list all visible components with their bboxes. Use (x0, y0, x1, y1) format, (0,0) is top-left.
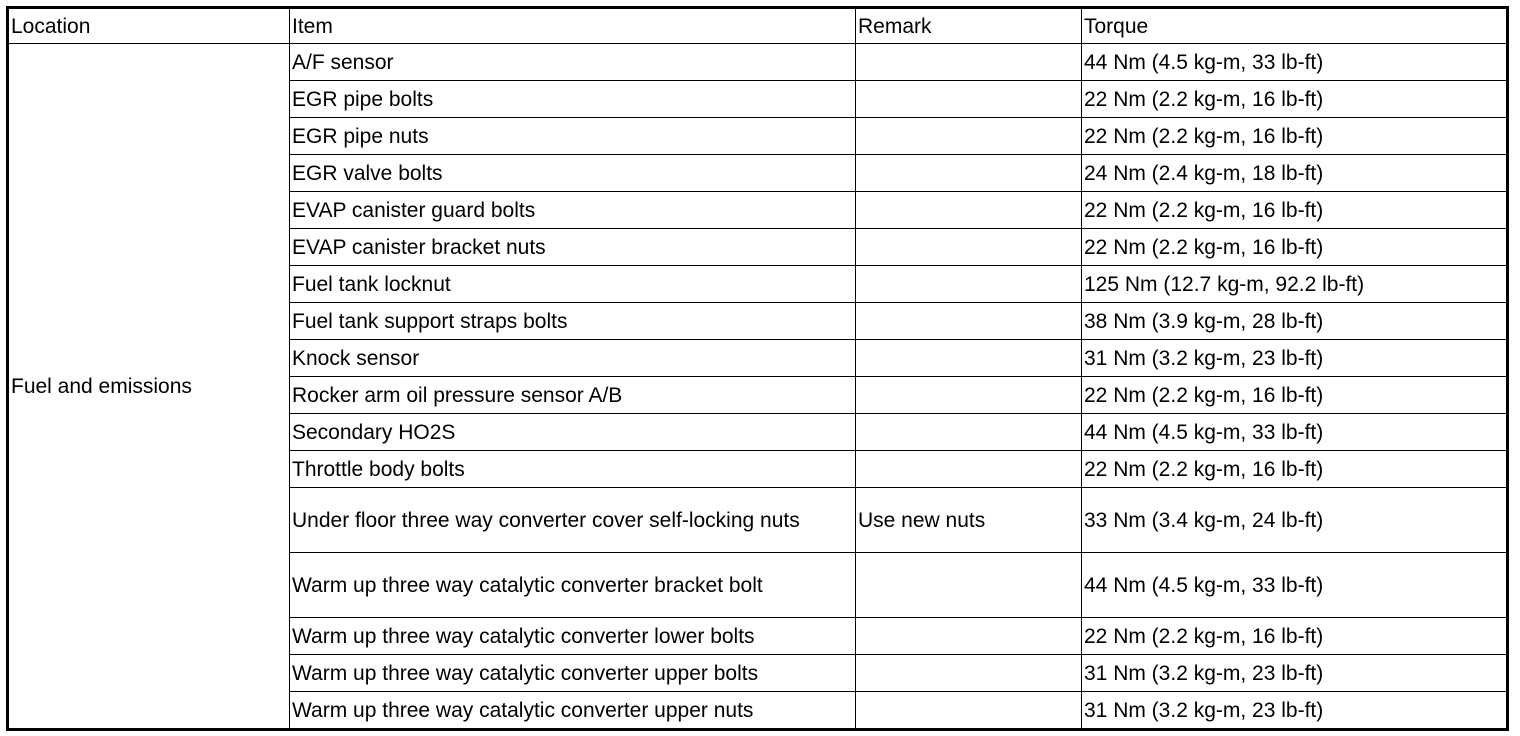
remark-cell (856, 81, 1082, 118)
item-cell: Warm up three way catalytic converter lower bolts (290, 618, 856, 655)
torque-cell: 22 Nm (2.2 kg-m, 16 lb-ft) (1082, 229, 1508, 266)
location-cell: Fuel and emissions (8, 44, 290, 730)
item-cell: Fuel tank locknut (290, 266, 856, 303)
item-cell: Secondary HO2S (290, 414, 856, 451)
remark-cell (856, 451, 1082, 488)
torque-cell: 22 Nm (2.2 kg-m, 16 lb-ft) (1082, 451, 1508, 488)
torque-cell: 33 Nm (3.4 kg-m, 24 lb-ft) (1082, 488, 1508, 553)
torque-cell: 22 Nm (2.2 kg-m, 16 lb-ft) (1082, 192, 1508, 229)
torque-table (6, 6, 1509, 731)
remark-cell (856, 44, 1082, 81)
table-row (8, 44, 1508, 81)
torque-cell: 22 Nm (2.2 kg-m, 16 lb-ft) (1082, 118, 1508, 155)
header-location: Location (8, 8, 290, 44)
item-cell: EVAP canister guard bolts (290, 192, 856, 229)
torque-cell: 31 Nm (3.2 kg-m, 23 lb-ft) (1082, 692, 1508, 730)
remark-cell (856, 553, 1082, 618)
remark-cell (856, 340, 1082, 377)
remark-cell (856, 192, 1082, 229)
remark-cell (856, 414, 1082, 451)
item-cell: EGR valve bolts (290, 155, 856, 192)
header-torque: Torque (1082, 8, 1508, 44)
table-header-row (8, 8, 1508, 44)
item-cell: Warm up three way catalytic converter upper bolts (290, 655, 856, 692)
item-cell: Throttle body bolts (290, 451, 856, 488)
torque-cell: 38 Nm (3.9 kg-m, 28 lb-ft) (1082, 303, 1508, 340)
torque-cell: 44 Nm (4.5 kg-m, 33 lb-ft) (1082, 553, 1508, 618)
torque-cell: 22 Nm (2.2 kg-m, 16 lb-ft) (1082, 618, 1508, 655)
torque-cell: 44 Nm (4.5 kg-m, 33 lb-ft) (1082, 44, 1508, 81)
header-item: Item (290, 8, 856, 44)
remark-cell (856, 655, 1082, 692)
remark-cell (856, 377, 1082, 414)
item-cell: EGR pipe nuts (290, 118, 856, 155)
header-remark: Remark (856, 8, 1082, 44)
torque-cell: 31 Nm (3.2 kg-m, 23 lb-ft) (1082, 340, 1508, 377)
item-cell: Warm up three way catalytic converter upper nuts (290, 692, 856, 730)
remark-cell (856, 155, 1082, 192)
remark-cell (856, 618, 1082, 655)
item-cell: EVAP canister bracket nuts (290, 229, 856, 266)
torque-cell: 22 Nm (2.2 kg-m, 16 lb-ft) (1082, 81, 1508, 118)
item-cell: Fuel tank support straps bolts (290, 303, 856, 340)
torque-cell: 44 Nm (4.5 kg-m, 33 lb-ft) (1082, 414, 1508, 451)
remark-cell (856, 303, 1082, 340)
remark-cell (856, 118, 1082, 155)
torque-cell: 22 Nm (2.2 kg-m, 16 lb-ft) (1082, 377, 1508, 414)
item-cell: Warm up three way catalytic converter bracket bolt (290, 553, 856, 618)
item-cell: A/F sensor (290, 44, 856, 81)
remark-cell (856, 229, 1082, 266)
item-cell: Under floor three way converter cover self-locking nuts (290, 488, 856, 553)
torque-cell: 24 Nm (2.4 kg-m, 18 lb-ft) (1082, 155, 1508, 192)
torque-cell: 125 Nm (12.7 kg-m, 92.2 lb-ft) (1082, 266, 1508, 303)
item-cell: Rocker arm oil pressure sensor A/B (290, 377, 856, 414)
remark-cell (856, 692, 1082, 730)
remark-cell: Use new nuts (856, 488, 1082, 553)
torque-cell: 31 Nm (3.2 kg-m, 23 lb-ft) (1082, 655, 1508, 692)
item-cell: Knock sensor (290, 340, 856, 377)
item-cell: EGR pipe bolts (290, 81, 856, 118)
remark-cell (856, 266, 1082, 303)
